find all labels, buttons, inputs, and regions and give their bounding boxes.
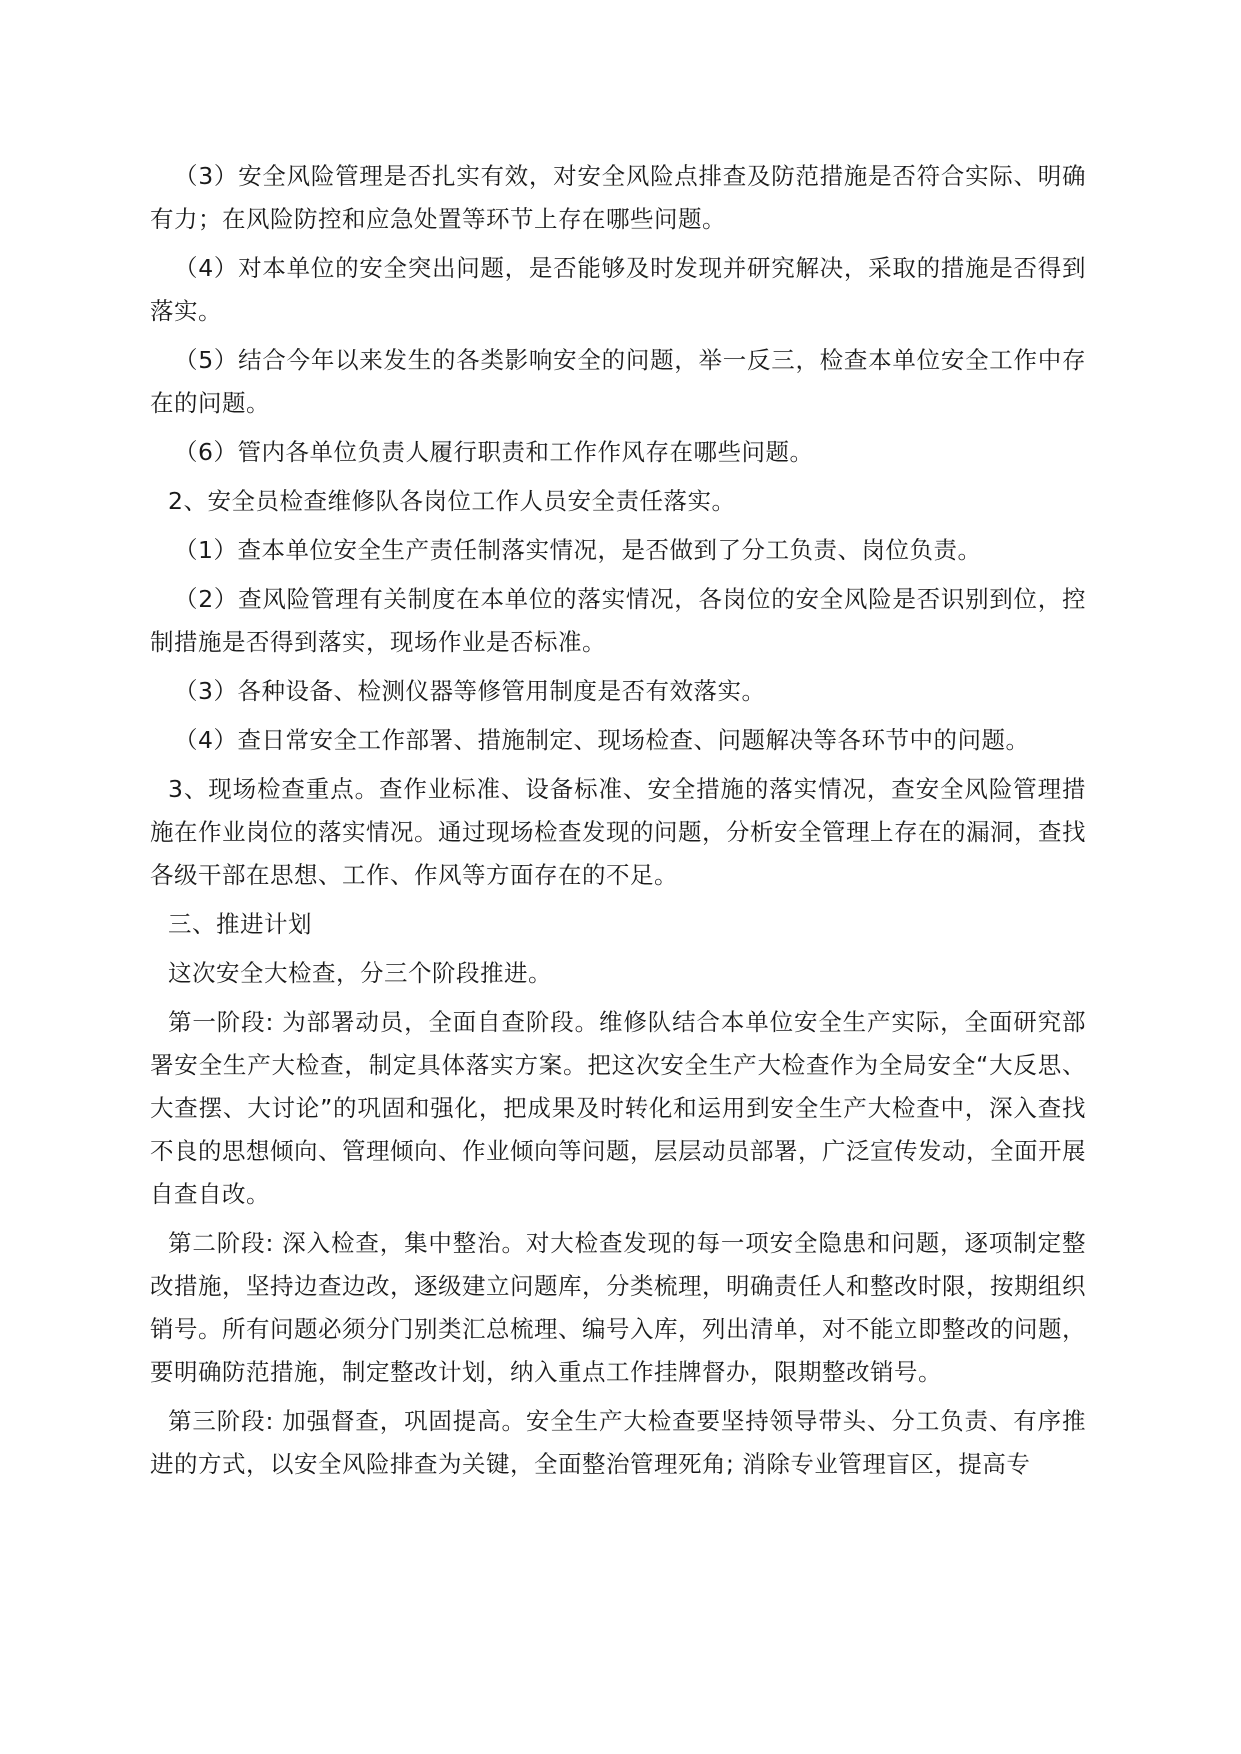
paragraph-responsibility-system: （1）查本单位安全生产责任制落实情况，是否做到了分工负责、岗位负责。 xyxy=(174,536,982,564)
paragraph-phase-2: 第二阶段: 深入检查，集中整治。对大检查发现的每一项安全隐患和问题，逐项制定整改措施，坚持边查边改，逐级建立问题库，分类梳理，明确责任人和整改时限，按期组织销号。所有问题必须分门别类汇总梳理、编号入库，列出清单，对不能立即整改的问题，要明确防范措施，制定整改计划，纳入重点工作挂牌督办，限期整改销号。 xyxy=(150,1229,1086,1386)
section-heading-plan: 三、推进计划 xyxy=(168,910,312,938)
paragraph-phase-1: 第一阶段: 为部署动员，全面自查阶段。维修队结合本单位安全生产实际，全面研究部署安全生产大检查，制定具体落实方案。把这次安全生产大检查作为全局安全“大反思、大查摆、大讨论”的巩固和强化，把成果及时转化和运用到安全生产大检查中，深入查找不良的思想倾向、管理倾向、作业倾向等问题，层层动员部署，广泛宣传发动，全面开展自查自改。 xyxy=(150,1008,1086,1208)
document-body xyxy=(150,155,1086,1492)
paragraph-leader-duties: （6）管内各单位负责人履行职责和工作作风存在哪些问题。 xyxy=(174,438,814,466)
paragraph-prominent-issues: （4）对本单位的安全突出问题，是否能够及时发现并研究解决，采取的措施是否得到落实。 xyxy=(150,254,1086,325)
paragraph-risk-management: （3）安全风险管理是否扎实有效，对安全风险点排查及防范措施是否符合实际、明确有力；在风险防控和应急处置等环节上存在哪些问题。 xyxy=(150,162,1086,233)
paragraph-risk-rules: （2）查风险管理有关制度在本单位的落实情况，各岗位的安全风险是否识别到位，控制措施是否得到落实，现场作业是否标准。 xyxy=(150,585,1086,656)
paragraph-section-3-site-check: 3、现场检查重点。查作业标准、设备标准、安全措施的落实情况，查安全风险管理措施在作业岗位的落实情况。通过现场检查发现的问题，分析安全管理上存在的漏洞，查找各级干部在思想、工作、作风等方面存在的不足。 xyxy=(150,775,1086,889)
paragraph-lessons-learned: （5）结合今年以来发生的各类影响安全的问题，举一反三，检查本单位安全工作中存在的问题。 xyxy=(150,346,1086,417)
paragraph-equipment-rules: （3）各种设备、检测仪器等修管用制度是否有效落实。 xyxy=(174,677,766,705)
paragraph-plan-intro: 这次安全大检查，分三个阶段推进。 xyxy=(168,959,552,987)
paragraph-phase-3: 第三阶段: 加强督查，巩固提高。安全生产大检查要坚持领导带头、分工负责、有序推进的方式，以安全风险排查为关键，全面整治管理死角; 消除专业管理盲区，提高专 xyxy=(150,1407,1086,1478)
paragraph-daily-work: （4）查日常安全工作部署、措施制定、现场检查、问题解决等各环节中的问题。 xyxy=(174,726,1030,754)
paragraph-section-2-heading: 2、安全员检查维修队各岗位工作人员安全责任落实。 xyxy=(168,487,736,515)
